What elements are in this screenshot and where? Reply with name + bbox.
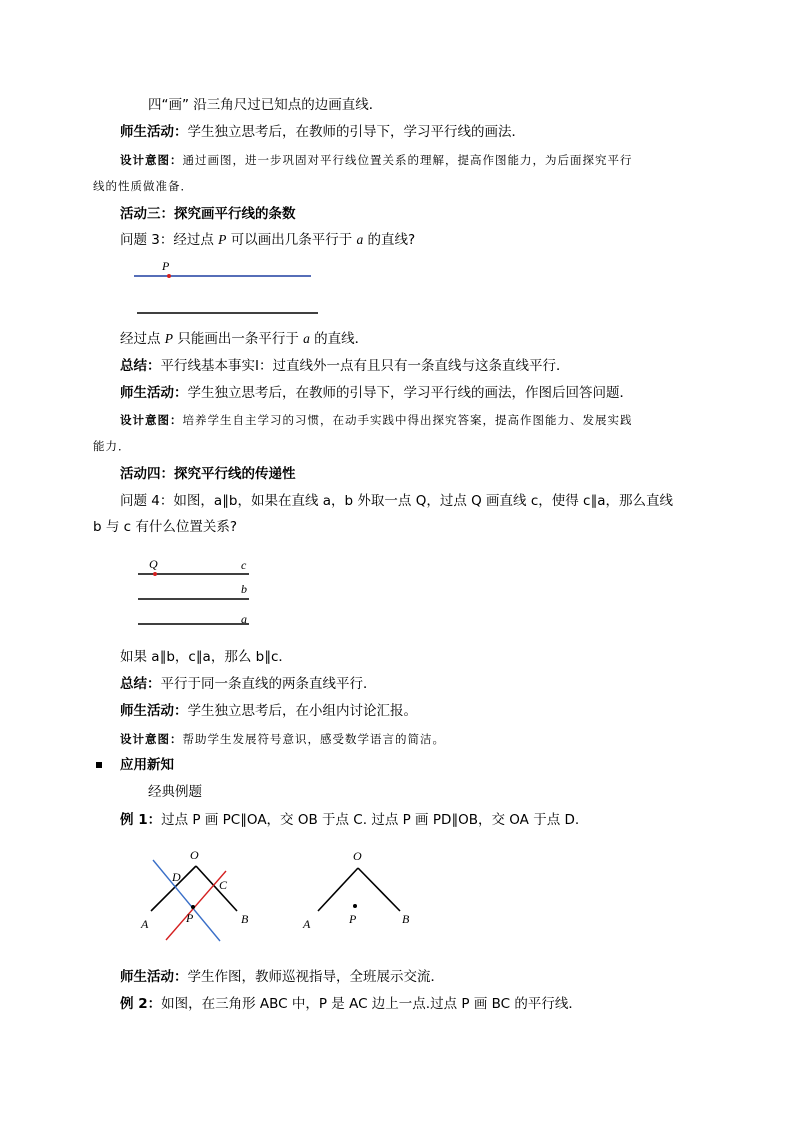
label-p: P	[349, 912, 357, 926]
label-a: A	[303, 917, 311, 931]
label-d: D	[172, 870, 181, 884]
figure-example1-blank	[302, 849, 410, 931]
summary-label: 总结：	[120, 676, 161, 692]
step4-text: 四“画” 沿三角尺过已知点的边画直线．	[148, 97, 383, 113]
summary-label: 总结：	[120, 358, 161, 374]
answer4: 如果 a∥b，c∥a，那么 b∥c．	[120, 649, 292, 665]
label-b: B	[402, 912, 410, 926]
design-intent-1-cont: 线的性质做准备．	[93, 179, 193, 193]
q3-mid: 可以画出几条平行于	[226, 232, 357, 248]
point-p-label: P	[162, 259, 170, 273]
activity-text: 学生独立思考后，在教师的引导下，学习平行线的画法．	[187, 124, 525, 140]
summary-text: 平行于同一条直线的两条直线平行．	[160, 676, 377, 692]
activity-text: 学生独立思考后，在教师的引导下，学习平行线的画法，作图后回答问题．	[187, 385, 633, 401]
activity4-title: 活动四：探究平行线的传递性	[120, 466, 296, 482]
example-text: 如图，在三角形 ABC 中，P 是 AC 边上一点.过点 P 画 BC 的平行线．	[161, 996, 582, 1012]
activity-label: 师生活动：	[120, 969, 188, 985]
q3-post: 的直线?	[363, 232, 416, 248]
activity-label: 师生活动：	[120, 703, 188, 719]
design-intent-2-cont: 能力．	[93, 439, 131, 453]
ans3-pre: 经过点	[120, 331, 165, 347]
line-c-label: c	[241, 558, 247, 572]
example-text: 过点 P 画 PC∥OA，交 OB 于点 C. 过点 P 画 PD∥OB，交 OA 于点 D.	[161, 812, 580, 828]
q3-point: P	[218, 232, 227, 247]
figure-question4	[138, 557, 249, 626]
ray-ob	[358, 868, 400, 911]
ans3-point: P	[164, 331, 174, 346]
question4-line1: 问题 4：如图，a∥b，如果在直线 a，b 外取一点 Q，过点 Q 画直线 c，使得 c∥a，那么直线	[120, 493, 673, 509]
activity-text: 学生独立思考后，在小组内讨论汇报。	[187, 703, 417, 719]
point-p-dot	[353, 904, 357, 908]
example-label: 例 1：	[120, 812, 162, 828]
ans3-post: 的直线．	[309, 331, 369, 347]
line-b-label: b	[241, 582, 247, 596]
point-q-dot	[153, 572, 157, 576]
ans3-line: a	[303, 331, 310, 346]
section-title: 应用新知	[120, 757, 174, 773]
activity-text: 学生作图，教师巡视指导，全班展示交流．	[187, 969, 444, 985]
ray-oa	[318, 868, 358, 911]
ans3-mid: 只能画出一条平行于	[173, 331, 304, 347]
classic-examples-heading: 经典例题	[148, 784, 202, 800]
summary-text: 平行线基本事实Ⅰ：过直线外一点有且只有一条直线与这条直线平行．	[160, 358, 570, 374]
label-o: O	[353, 849, 362, 863]
activity3-title: 活动三：探究画平行线的条数	[120, 206, 296, 222]
example-label: 例 2：	[120, 996, 162, 1012]
figure-question3	[134, 259, 318, 313]
intent-text-2: 培养学生自主学习的习惯，在动手实践中得出探究答案，提高作图能力、发展实践	[182, 413, 633, 427]
label-c: C	[219, 878, 228, 892]
line-pd-blue	[153, 860, 220, 941]
ray-ob	[196, 866, 237, 911]
activity-label: 师生活动：	[120, 124, 188, 140]
intent-label: 设计意图：	[120, 732, 183, 746]
intent-label: 设计意图：	[120, 413, 183, 427]
q3-line: a	[356, 232, 364, 247]
activity-label: 师生活动：	[120, 385, 188, 401]
intent-label: 设计意图：	[120, 153, 183, 167]
label-p: P	[186, 911, 194, 925]
figure-example1-solution	[140, 848, 249, 941]
point-p-dot	[191, 905, 195, 909]
label-b: B	[241, 912, 249, 926]
line-a-label: a	[241, 612, 247, 626]
intent-text-3: 帮助学生发展符号意识，感受数学语言的简洁。	[182, 732, 445, 746]
point-p-dot	[167, 274, 171, 278]
label-o: O	[190, 848, 199, 862]
q3-pre: 问题 3：经过点	[120, 232, 219, 248]
intent-text-1: 通过画图，进一步巩固对平行线位置关系的理解，提高作图能力，为后面探究平行	[182, 153, 633, 167]
label-a: A	[141, 917, 149, 931]
question4-line2: b 与 c 有什么位置关系?	[93, 519, 238, 535]
point-q-label: Q	[149, 557, 158, 571]
